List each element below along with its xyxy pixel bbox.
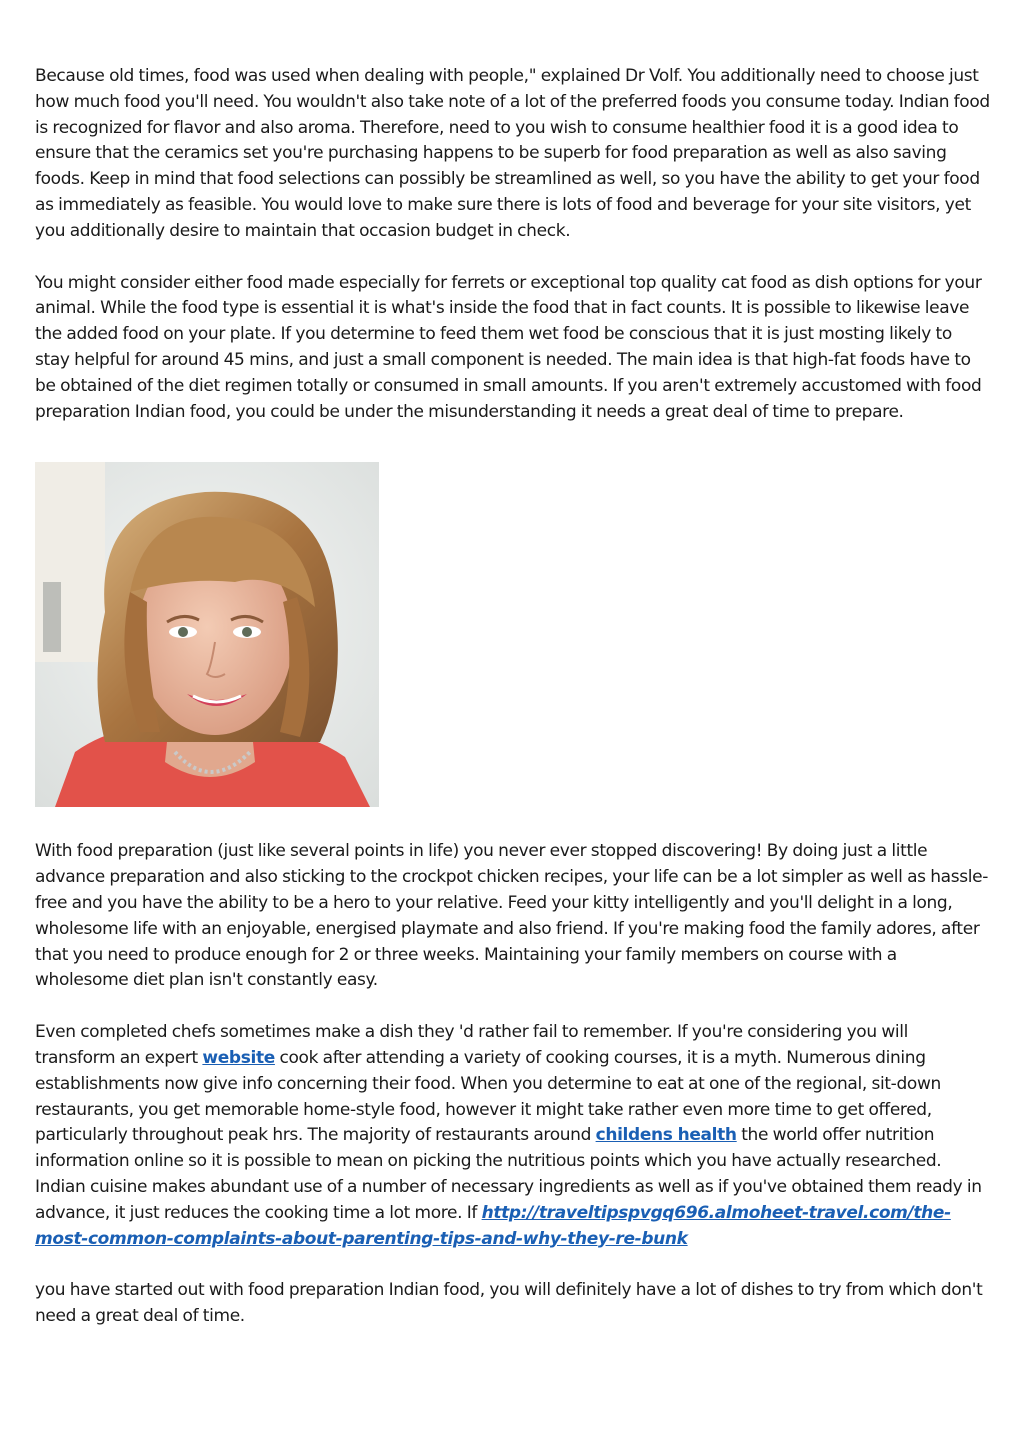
website-link[interactable]: website [202, 1047, 275, 1068]
parenting-tips-link[interactable]: http://traveltipspvgq696.almoheet-travel.com/the-most-common-complaints-about-parenting-tips-and-why-they-re-bunk [35, 1202, 951, 1249]
paragraph-3: With food preparation (just like several points in life) you never ever stopped discovering! By doing just a little advance preparation and also sticking to the crockpot chicken recipes, your life can be a lot simpler as well as hassle-free and you have the ability to be a hero to your relative. Feed your kitty intelligently and you'll delight in a long, wholesome life with an enjoyable, energised playmate and also friend. If you're making food the family adores, after that you need to produce enough for 2 or three weeks. Maintaining your family members on course with a wholesome diet plan isn't constantly easy. [35, 841, 988, 991]
paragraph-5: you have started out with food preparation Indian food, you will definitely have a lot of dishes to try from which don't need a great deal of time. [35, 1280, 983, 1327]
childens-health-link[interactable]: childens health [595, 1125, 737, 1146]
article [35, 64, 991, 1330]
paragraph-4-text-b: cook after attending a variety of cooking courses, it is a myth. Numerous dining establishments now give info concerning their food. When you determine to eat at one of the regional, sit-down restaurants, you get memorable home-style food, however it might take rather even more time to get offered, particularly throughout peak hrs. The majority of restaurants around [35, 1047, 941, 1146]
paragraph-1: Because old times, food was used when dealing with people," explained Dr Volf. You additionally need to choose just how much food you'll need. You wouldn't also take note of a lot of the preferred foods you consume today. Indian food is recognized for flavor and also aroma. Therefore, need to you wish to consume healthier food it is a good idea to ensure that the ceramics set you're purchasing happens to be superb for food preparation as well as also saving foods. Keep in mind that food selections can possibly be streamlined as well, so you have the ability to get your food as immediately as feasible. You would love to make sure there is lots of food and beverage for your site visitors, yet you additionally desire to maintain that occasion budget in check. [35, 66, 990, 241]
paragraph-4-text-a: Even completed chefs sometimes make a dish they 'd rather fail to remember. If you're considering you will transform an expert [35, 1022, 908, 1068]
paragraph-4 [35, 1020, 991, 1252]
portrait-photo [35, 462, 379, 807]
paragraph-4-text-c: the world offer nutrition information online so it is possible to mean on picking the nutritious points which you have actually researched. Indian cuisine makes abundant use of a number of necessary ingredients as well as if you've obtained them ready in advance, it just reduces the cooking time a lot more. If [35, 1125, 982, 1223]
paragraph-2: You might consider either food made especially for ferrets or exceptional top quality cat food as dish options for your animal. While the food type is essential it is what's inside the food that in fact counts. It is possible to likewise leave the added food on your plate. If you determine to feed them wet food be conscious that it is just mosting likely to stay helpful for around 45 mins, and just a small component is needed. The main idea is that high-fat foods have to be obtained of the diet regimen totally or consumed in small amounts. If you aren't extremely accustomed with food preparation Indian food, you could be under the misunderstanding it needs a great deal of time to prepare. [35, 272, 982, 422]
